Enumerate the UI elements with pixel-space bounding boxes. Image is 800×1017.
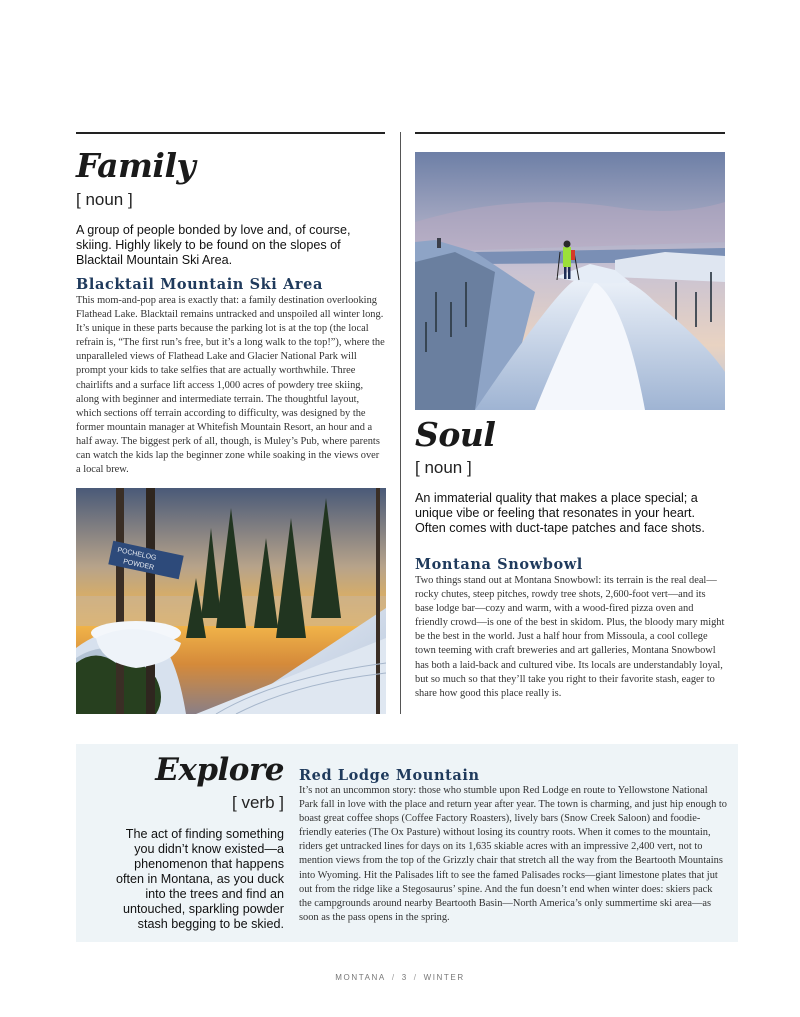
sunset-trail-sign-image	[76, 488, 386, 714]
soul-body: Two things stand out at Montana Snowbowl: its terrain is the real deal—rocky chutes, steep pitches, rowdy tree shots, 2,600-foot vert—and its base lodge bar—cozy and warm, with a wood-fired pizza oven and friendly crowd—is one of the best in skidom. Plus, the bloody mary might be the best in the world. Just a half hour from Missoula, a cool college town teeming with craft breweries and art galleries, Montana Snowbowl has both a laid-back and cultured vibe. Its locals are understandably loyal, but so much so that they’ll take you right to their favorite stash, eager to share how good this place really is.	[415, 575, 725, 699]
footer-separator-1: /	[391, 973, 396, 982]
family-part-of-speech: [ noun ]	[76, 190, 133, 209]
trail-sign-line-1: POCHELOG	[116, 546, 157, 563]
page-number: 3	[401, 973, 408, 982]
explore-definition: The act of finding something you didn’t know existed—a phenomenon that happens often in Montana, as you duck into the trees and find an untouched, sparkling powder stash begging to be skied.	[115, 827, 284, 931]
soul-word: Soul	[415, 415, 496, 454]
top-rule-left	[76, 132, 385, 134]
skier-ridge-image	[415, 152, 725, 410]
family-definition: A group of people bonded by love and, of course, skiing. Highly likely to be found on the slopes of Blacktail Mountain Ski Area.	[76, 223, 351, 267]
explore-word: Explore	[155, 752, 284, 788]
explore-body: It’s not an uncommon story: those who stumble upon Red Lodge en route to Yellowstone National Park fall in love with the place and return year after year. The town is charming, and just hip enough to boast great coffee shops (Coffee Factory Roasters), lively bars (Snow Creek Saloon) and foodie-friendly eateries (The Ox Pasture) without losing its country roots. When it comes to the mountain, riders get untracked lines for days on its 1,635 skiable acres with an impressive 2,400 vert, not to mention views from the top of the Grizzly chair that stretch all the way from the Beartooth Mountains into Wyoming. Hit the Palisades lift to see the famed Palisades rocks—giant limestone plates that jut out from the ridge like a Stegosaurus’ spine. And the fun doesn’t end when winter does: skiers pack the campgrounds around nearby Beartooth Basin—North America’s only summertime ski area—as soon as the pass opens in the spring.	[299, 785, 728, 923]
explore-part-of-speech: [ verb ]	[232, 793, 284, 812]
family-photo	[76, 488, 386, 714]
column-divider	[400, 132, 401, 714]
footer-issue: WINTER	[423, 973, 465, 982]
soul-photo	[415, 152, 725, 410]
explore-resort-title: Red Lodge Mountain	[299, 767, 480, 784]
top-rule-right	[415, 132, 725, 134]
page-footer	[0, 973, 800, 982]
soul-resort-title: Montana Snowbowl	[415, 556, 583, 573]
family-body: This mom-and-pop area is exactly that: a family destination overlooking Flathead Lake. Blacktail remains untracked and unspoiled all winter long. It’s unique in these parts because the parking lot is at the top (the local refrain is, “The first run’s free, but it’s a long walk to the top!”), where the unparalleled views of Flathead Lake and Glacier National Park will prompt your kids to take selfies that are actually worthwhile. Three chairlifts and a surface lift access 1,000 acres of powdery tree skiing, along with beginner and intermediate terrain. The thoughtful layout, which sections off terrain according to difficulty, was designed by the former mountain manager at Whitefish Mountain Resort, an hour and a half away. The biggest perk of all, though, is Muley’s Pub, where parents can watch the kids lap the beginner zone while soaking in the views over a local brew.	[76, 295, 385, 476]
soul-definition: An immaterial quality that makes a place special; a unique vibe or feeling that resonates in your heart. Often comes with duct-tape patches and face shots.	[415, 491, 705, 535]
footer-separator-2: /	[413, 973, 418, 982]
family-resort-title: Blacktail Mountain Ski Area	[76, 276, 323, 293]
trail-sign-line-2: POWDER	[122, 558, 155, 572]
family-word: Family	[76, 146, 196, 185]
footer-publication: MONTANA	[335, 973, 386, 982]
soul-part-of-speech: [ noun ]	[415, 458, 472, 477]
